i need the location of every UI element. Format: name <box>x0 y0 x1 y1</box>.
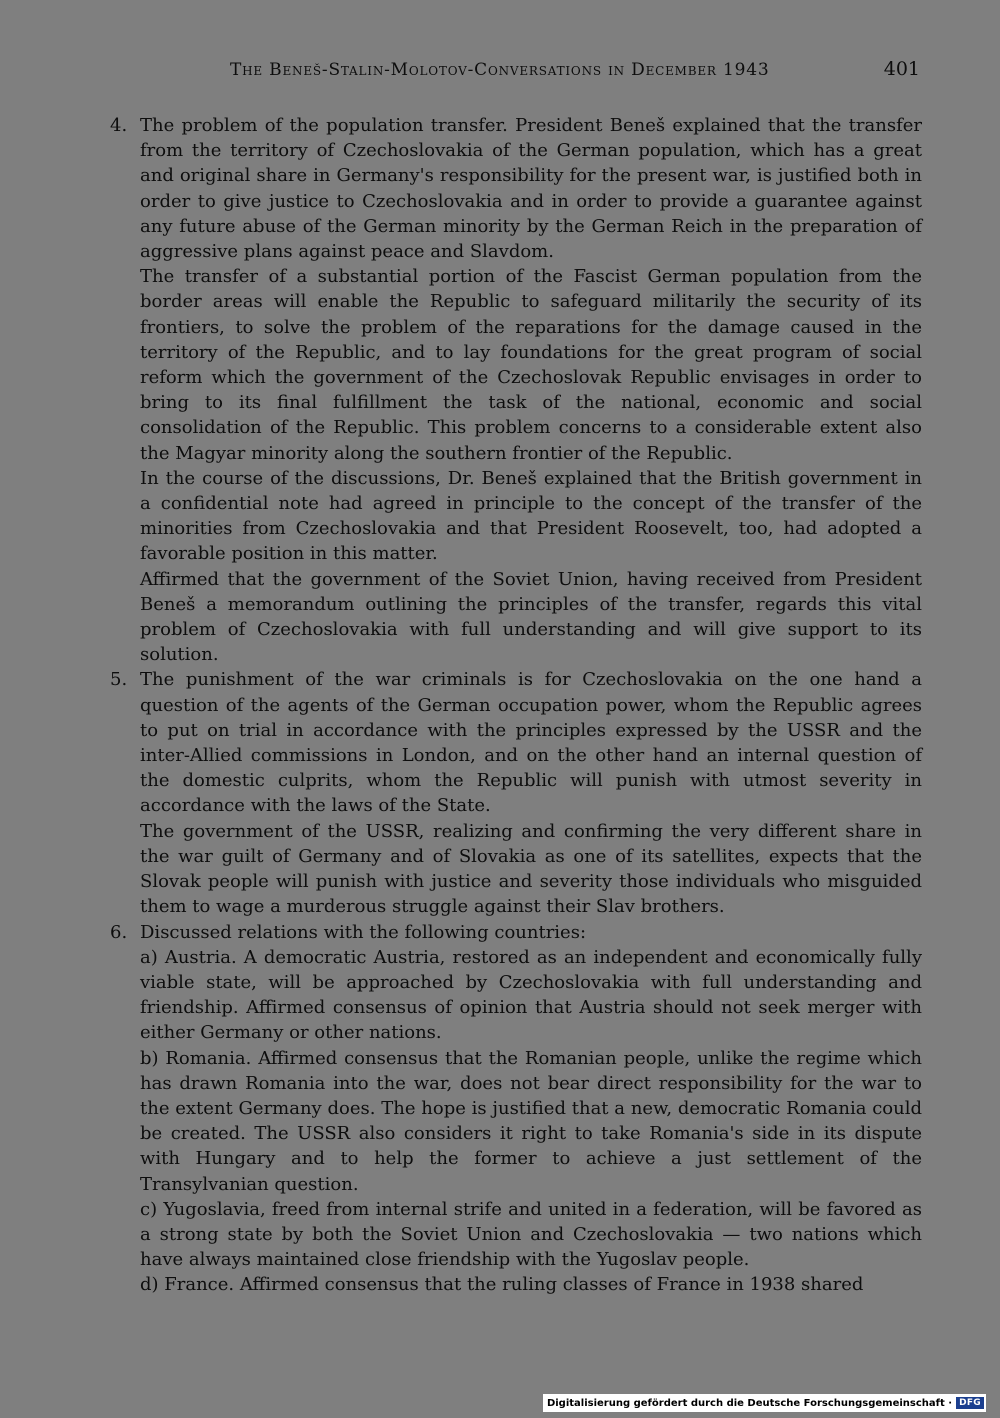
item-5 <box>110 667 922 919</box>
paragraph: Affirmed that the government of the Soviet Union, having received from President Beneš a memorandum outlining the principles of the transfer, regards this vital problem of Czechoslovakia with full understanding and will give support to its solution. <box>140 568 922 666</box>
item-number: 4. <box>110 115 128 136</box>
sub-paragraph-romania: b) Romania. Affirmed consensus that the Romanian people, unlike the regime which has drawn Romania into the war, does not bear direct responsibility for the war to the extent Germany does. The hope is justified that a new, democratic Romania could be created. The USSR also considers it right to take Romania's side in its dispute with Hungary and to help the former to achieve a just settlement of the Transylvanian question. <box>140 1047 922 1195</box>
paragraph: The punishment of the war criminals is for Czechoslovakia on the one hand a question of the agents of the German occupation power, whom the Republic agrees to put on trial in accordance with the principles expressed by the USSR and the inter-Allied commissions in London, and on the other hand an internal question of the domestic culprits, whom the Republic will punish with utmost severity in accordance with the laws of the State. <box>140 669 922 817</box>
sub-paragraph-france: d) France. Affirmed consensus that the ruling classes of France in 1938 shared <box>140 1274 864 1296</box>
paragraph: The problem of the population transfer. President Beneš explained that the transfer from the territory of Czechoslovakia of the German population, which has a great and original share in Germany's responsibility for the present war, is justified both in order to give justice to Czechoslovakia and in order to provide a guarantee against any future abuse of the German minority by the German Reich in the preparation of aggressive plans against peace and Slavdom. <box>140 115 922 263</box>
item-number: 5. <box>110 669 128 691</box>
paragraph: Discussed relations with the following countries: <box>140 921 587 943</box>
dfg-logo: DFG <box>956 1397 984 1409</box>
paragraph: The government of the USSR, realizing and confirming the very different share in the war guilt of Germany and of Slovakia as one of its satellites, expects that the Slovak people will punish with justice and severity those individuals who misguided them to wage a murderous struggle against their Slav brothers. <box>140 820 922 918</box>
item-4 <box>110 113 922 667</box>
paragraph: In the course of the discussions, Dr. Beneš explained that the British government in a confidential note had agreed in principle to the concept of the transfer of the minorities from Czechoslovakia and that President Roosevelt, too, had adopted a favorable position in this matter. <box>140 467 922 565</box>
paragraph: The transfer of a substantial portion of the Fascist German population from the border areas will enable the Republic to safeguard militarily the security of its frontiers, to solve the problem of the reparations for the damage caused in the territory of the Republic, and to lay foundations for the great program of social reform which the government of the Czechoslovak Republic envisages in order to bring to its final fulfillment the task of the national, economic and social consolidation of the Republic. This problem concerns to a considerable extent also the Magyar minority along the southern frontier of the Republic. <box>140 266 922 464</box>
item-6 <box>110 920 922 1298</box>
page-header <box>100 58 922 88</box>
digitization-footer <box>543 1394 986 1412</box>
sub-paragraph-austria: a) Austria. A democratic Austria, restored as an independent and economically fully viable state, will be approached by Czechoslovakia with full understanding and friendship. Affirmed consensus of opinion that Austria should not seek merger with either Germany or other nations. <box>140 946 922 1044</box>
sub-paragraph-yugoslavia: c) Yugoslavia, freed from internal strife and united in a federation, will be favored as a strong state by both the Soviet Union and Czechoslovakia — two nations which have always maintained close friendship with the Yugoslav people. <box>140 1198 922 1271</box>
footer-text: Digitalisierung gefördert durch die Deutsche Forschungsgemeinschaft · <box>546 1397 953 1409</box>
page-number: 401 <box>883 58 920 80</box>
item-number: 6. <box>110 921 128 943</box>
running-title: The Beneš-Stalin-Molotov-Conversations in December 1943 <box>230 60 770 80</box>
page-body <box>110 113 922 1298</box>
